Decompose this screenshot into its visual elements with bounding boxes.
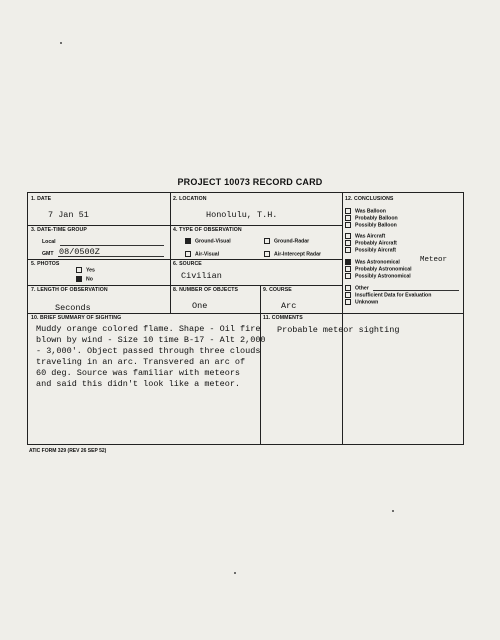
local-label: Local: [42, 239, 56, 245]
conclusion-option: Possibly Balloon: [345, 222, 397, 228]
card-title: PROJECT 10073 RECORD CARD: [177, 177, 323, 187]
observation-type-label: 4. TYPE OF OBSERVATION: [173, 227, 242, 233]
photos-label: 5. PHOTOS: [31, 261, 60, 267]
record-card: [27, 192, 464, 445]
location-value: Honolulu, T.H.: [206, 210, 278, 220]
ground-radar-option: Ground-Radar: [264, 238, 309, 244]
conclusion-option: Possibly Aircraft: [345, 247, 396, 253]
summary-line: - 3,000'. Object passed through three clouds: [36, 346, 261, 356]
checkbox-icon: [345, 208, 351, 214]
date-label: 1. DATE: [31, 196, 52, 202]
length-value: Seconds: [55, 303, 91, 313]
form-number: ATIC FORM 329 (REV 26 SEP 52): [29, 448, 107, 454]
checkbox-icon: [76, 267, 82, 273]
summary-line: traveling in an arc. Transvered an arc of: [36, 357, 246, 367]
conclusion-option: Probably Balloon: [345, 215, 398, 221]
conclusion-option: Was Aircraft: [345, 233, 385, 239]
conclusion-option: Insufficient Data for Evaluation: [345, 292, 431, 298]
course-value: Arc: [281, 301, 297, 311]
checkbox-icon: [345, 273, 351, 279]
air-intercept-radar-option: Air-Intercept Radar: [264, 251, 321, 257]
date-value: 7 Jan 51: [48, 210, 89, 220]
checkbox-checked-icon: [185, 238, 191, 244]
paper-speck: [234, 572, 236, 574]
conclusion-option: Unknown: [345, 299, 378, 305]
conclusions-label: 12. CONCLUSIONS: [345, 196, 394, 202]
conclusion-option: Probably Astronomical: [345, 266, 412, 272]
gmt-label: GMT: [42, 251, 54, 257]
conclusion-option: Was Balloon: [345, 208, 386, 214]
checkbox-icon: [264, 251, 270, 257]
source-value: Civilian: [181, 271, 222, 281]
checkbox-icon: [345, 285, 351, 291]
checkbox-icon: [185, 251, 191, 257]
summary-line: and said this didn't look like a meteor.: [36, 379, 241, 389]
conclusion-option: Probably Aircraft: [345, 240, 397, 246]
air-visual-option: Air-Visual: [185, 251, 219, 257]
checkbox-icon: [345, 299, 351, 305]
conclusion-option: Other: [345, 285, 369, 291]
comments-label: 11. COMMENTS: [263, 315, 303, 321]
checkbox-icon: [345, 292, 351, 298]
length-label: 7. LENGTH OF OBSERVATION: [31, 287, 108, 293]
astro-note: Meteor: [420, 256, 448, 264]
comments-value: Probable meteor sighting: [277, 325, 400, 335]
summary-line: 60 deg. Source was familiar with meteors: [36, 368, 241, 378]
conclusion-option-checked: Was Astronomical: [345, 259, 400, 265]
checkbox-icon: [345, 233, 351, 239]
checkbox-icon: [345, 247, 351, 253]
ground-visual-option: Ground-Visual: [185, 238, 231, 244]
photos-no-option: No: [76, 276, 93, 282]
location-label: 2. LOCATION: [173, 196, 207, 202]
gmt-value: 08/0500Z: [59, 247, 100, 257]
paper-speck: [60, 42, 62, 44]
datetime-label: 3. DATE-TIME GROUP: [31, 227, 87, 233]
photos-yes-option: Yes: [76, 267, 95, 273]
checkbox-icon: [264, 238, 270, 244]
source-label: 6. SOURCE: [173, 261, 202, 267]
summary-line: Muddy orange colored flame. Shape - Oil fire: [36, 324, 261, 334]
checkbox-checked-icon: [76, 276, 82, 282]
conclusion-option: Possibly Astronomical: [345, 273, 411, 279]
checkbox-icon: [345, 266, 351, 272]
checkbox-icon: [345, 240, 351, 246]
course-label: 9. COURSE: [263, 287, 292, 293]
summary-line: blown by wind - Size 10 time B-17 - Alt 2,000: [36, 335, 266, 345]
objects-label: 8. NUMBER OF OBJECTS: [173, 287, 239, 293]
objects-value: One: [192, 301, 208, 311]
checkbox-icon: [345, 222, 351, 228]
paper-speck: [392, 510, 394, 512]
summary-label: 10. BRIEF SUMMARY OF SIGHTING: [31, 315, 122, 321]
checkbox-icon: [345, 215, 351, 221]
checkbox-checked-icon: [345, 259, 351, 265]
